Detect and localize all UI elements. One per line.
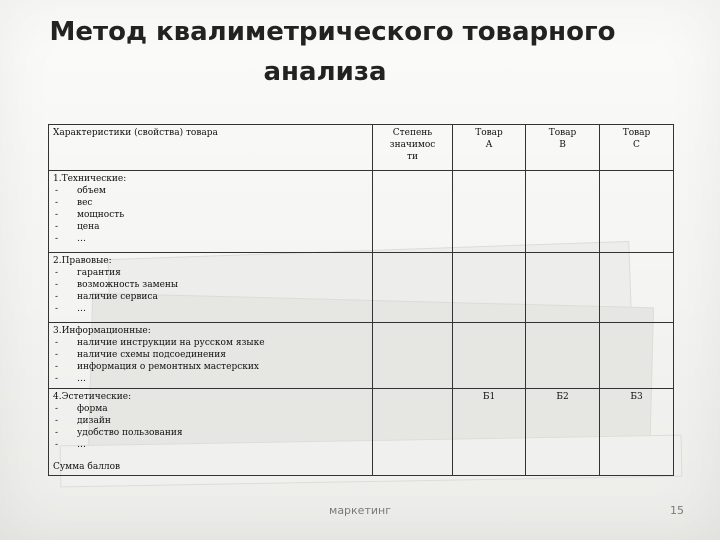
table-row-group <box>49 323 674 389</box>
group-informational <box>49 323 373 389</box>
list-item: - вес <box>55 198 93 208</box>
table-cell <box>373 171 453 253</box>
sum-product-a: Б1 <box>453 389 526 476</box>
table-cell <box>373 323 453 389</box>
slide-title-line-1: Метод квалиметрического товарного <box>49 17 616 47</box>
table-cell <box>373 389 453 476</box>
table-cell <box>526 323 600 389</box>
list-item: - гарантия <box>55 268 121 278</box>
list-item: - наличие сервиса <box>55 292 158 302</box>
group-title: 4.Эстетические: <box>53 392 132 402</box>
group-title: 3.Информационные: <box>53 326 151 336</box>
table-cell <box>600 171 674 253</box>
group-technical <box>49 171 373 253</box>
list-item: - … <box>55 234 86 244</box>
slide-title <box>0 12 720 92</box>
table-cell <box>453 171 526 253</box>
sum-product-b: Б2 <box>526 389 600 476</box>
list-item: - … <box>55 440 86 450</box>
list-item: - информация о ремонтных мастерских <box>55 362 259 372</box>
slide-footer: маркетинг <box>329 504 391 517</box>
group-title: 1.Технические: <box>53 174 127 184</box>
table-cell <box>526 171 600 253</box>
list-item: - удобство пользования <box>55 428 183 438</box>
qualimetric-table <box>48 124 674 476</box>
table-cell <box>453 253 526 323</box>
list-item: - наличие инструкции на русском языке <box>55 338 265 348</box>
table-cell <box>600 323 674 389</box>
header-product-c: Товар С <box>600 125 674 171</box>
list-item: - объем <box>55 186 106 196</box>
sum-product-c: Б3 <box>600 389 674 476</box>
table-cell <box>600 253 674 323</box>
list-item: - возможность замены <box>55 280 179 290</box>
list-item: - цена <box>55 222 100 232</box>
page-number: 15 <box>670 504 684 517</box>
table-header-row <box>49 125 674 171</box>
header-product-a: Товар А <box>453 125 526 171</box>
header-characteristics: Характеристики (свойства) товара <box>49 125 373 171</box>
table-row-group <box>49 389 674 476</box>
group-title: 2.Правовые: <box>53 256 112 266</box>
table-cell <box>526 253 600 323</box>
list-item: - … <box>55 374 86 384</box>
list-item: - дизайн <box>55 416 111 426</box>
sum-label: Сумма баллов <box>53 462 121 472</box>
group-legal <box>49 253 373 323</box>
table-cell <box>453 323 526 389</box>
header-product-b: Товар В <box>526 125 600 171</box>
table-row-group <box>49 253 674 323</box>
list-item: - … <box>55 304 86 314</box>
list-item: - наличие схемы подсоединения <box>55 350 226 360</box>
table-cell <box>373 253 453 323</box>
slide-title-line-2: анализа <box>263 57 387 87</box>
group-aesthetic <box>49 389 373 476</box>
table-row-group <box>49 171 674 253</box>
header-significance: Степень значимос ти <box>373 125 453 171</box>
list-item: - форма <box>55 404 108 414</box>
list-item: - мощность <box>55 210 125 220</box>
